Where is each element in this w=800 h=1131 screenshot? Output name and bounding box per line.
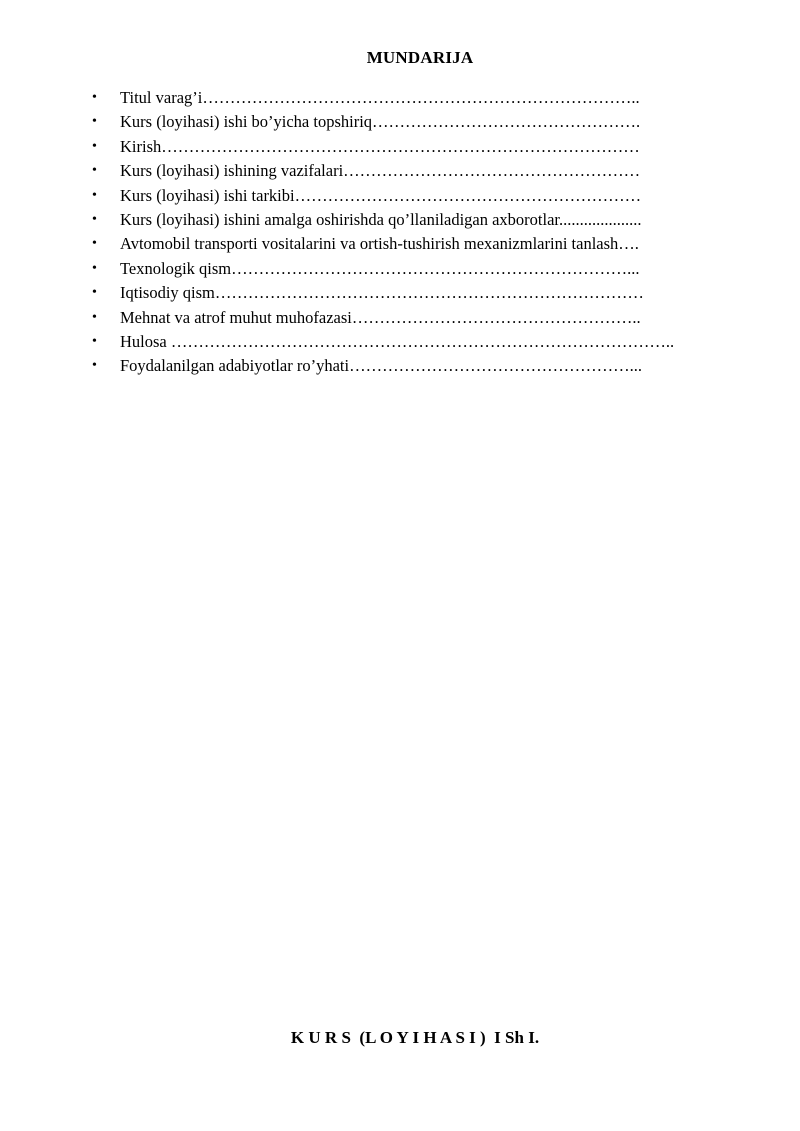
toc-entry — [90, 135, 720, 159]
toc-entry — [90, 306, 720, 330]
toc-entry-label: Kurs (loyihasi) ishining vazifalari……………………………………………… — [120, 161, 641, 181]
bullet-icon: • — [92, 260, 97, 276]
toc-entry-label: Texnologik qism………………………………………………………………... — [120, 258, 640, 278]
bullet-icon: • — [92, 236, 97, 252]
toc-entry-label: Kirish…………………………………………………………………………… — [120, 136, 640, 156]
toc-entry — [90, 110, 720, 134]
bullet-icon: • — [92, 309, 97, 325]
toc-entry — [90, 232, 720, 256]
bullet-icon: • — [92, 138, 97, 154]
toc-entry — [90, 86, 720, 110]
toc-entry-label: Iqtisodiy qism…………………………………………………………………… — [120, 283, 644, 303]
footer-label: K U R S (L O Y I H A S I ) I Sh I. — [290, 1028, 540, 1047]
toc-entry — [90, 354, 720, 378]
bullet-icon: • — [92, 114, 97, 130]
toc-entry-label: Mehnat va atrof muhut muhofazasi…………………………………………….. — [120, 307, 641, 327]
toc-entry-label: Kurs (loyihasi) ishini amalga oshirishda qo’llaniladigan axborotlar.................... — [120, 209, 642, 229]
bullet-icon: • — [92, 358, 97, 374]
toc-entry — [90, 208, 720, 232]
toc-entry-label: Kurs (loyihasi) ishi tarkibi……………………………………………………… — [120, 185, 642, 205]
toc-entry — [90, 159, 720, 183]
toc-entry-label: Foydalanilgan adabiyotlar ro’yhati……………………………………………... — [120, 356, 642, 376]
toc-entry — [90, 184, 720, 208]
toc-entry-label: Kurs (loyihasi) ishi bo’yicha topshiriq…………………………………………. — [120, 112, 641, 132]
toc-entry — [90, 281, 720, 305]
bullet-icon: • — [92, 90, 97, 105]
toc-entry — [90, 257, 720, 281]
toc-entry — [90, 330, 720, 354]
toc-entry-label: Titul varag’i…………………………………………………………………….. — [120, 88, 640, 107]
toc-entry-label: Avtomobil transporti vositalarini va ortish-tushirish mexanizmlarini tanlash…. — [120, 234, 639, 254]
bullet-icon: • — [92, 211, 97, 227]
table-of-contents — [90, 86, 720, 379]
page-title: MUNDARIJA — [366, 48, 474, 67]
bullet-icon: • — [92, 163, 97, 179]
bullet-icon: • — [92, 285, 97, 301]
bullet-icon: • — [92, 187, 97, 203]
toc-entry-label: Hulosa ……………………………………………………………………………….. — [120, 331, 675, 351]
bullet-icon: • — [92, 333, 97, 349]
